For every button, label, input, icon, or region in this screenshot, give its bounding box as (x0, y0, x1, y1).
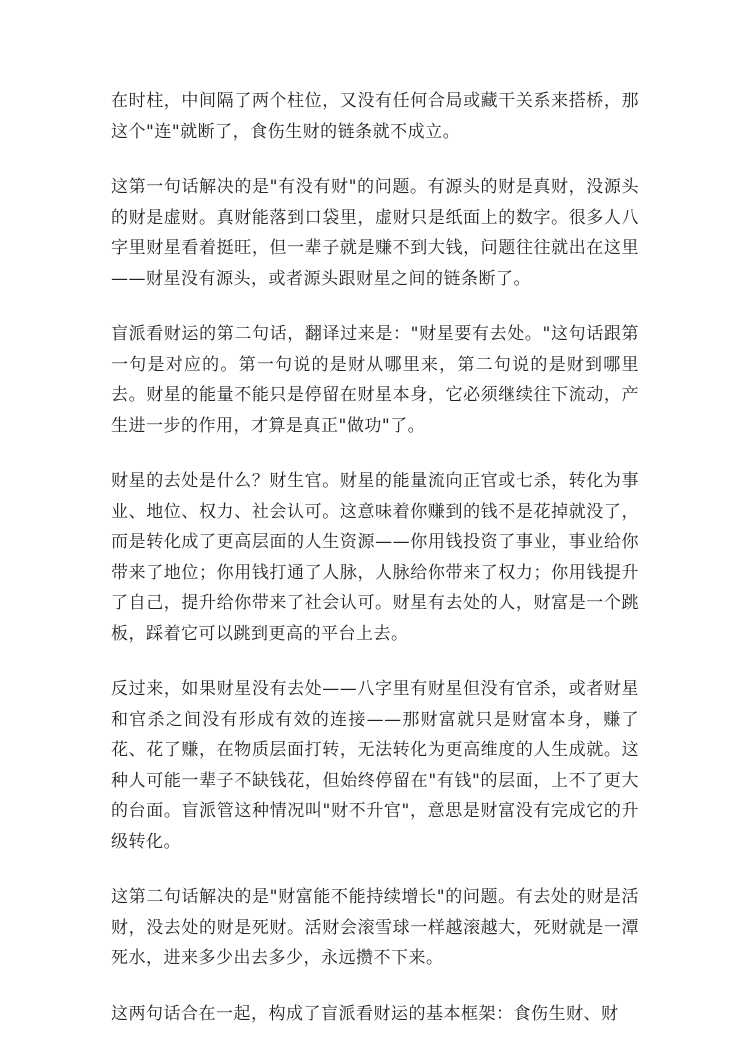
paragraph-3: 盲派看财运的第二句话，翻译过来是："财星要有去处。"这句话跟第一句是对应的。第一句说的是财从哪里来，第二句说的是财到哪里去。财星的能量不能只是停留在财星本身，它必须继续往下流动，产生进一步的作用，才算是真正"做功"了。 (111, 324, 639, 436)
paragraph-1: 在时柱，中间隔了两个柱位，又没有任何合局或藏干关系来搭桥，那这个"连"就断了，食伤生财的链条就不成立。 (111, 91, 639, 142)
article-body (111, 86, 639, 1054)
paragraph-6: 这第二句话解决的是"财富能不能持续增长"的问题。有去处的财是活财，没去处的财是死财。活财会滚雪球一样越滚越大，死财就是一潭死水，进来多少出去多少，永远攒不下来。 (111, 887, 639, 968)
paragraph-4: 财星的去处是什么？财生官。财星的能量流向正官或七杀，转化为事业、地位、权力、社会认可。这意味着你赚到的钱不是花掉就没了，而是转化成了更高层面的人生资源——你用钱投资了事业，事业给你带来了地位；你用钱打通了人脉，人脉给你带来了权力；你用钱提升了自己，提升给你带来了社会认可。财星有去处的人，财富是一个跳板，踩着它可以跳到更高的平台上去。 (111, 471, 639, 644)
paragraph-7: 这两句话合在一起，构成了盲派看财运的基本框架：食伤生财、财 (111, 1003, 619, 1024)
paragraph-2: 这第一句话解决的是"有没有财"的问题。有源头的财是真财，没源头的财是虚财。真财能落到口袋里，虚财只是纸面上的数字。很多人八字里财星看着挺旺，但一辈子就是赚不到大钱，问题往往就出在这里——财星没有源头，或者源头跟财星之间的链条断了。 (111, 177, 639, 289)
paragraph-5: 反过来，如果财星没有去处——八字里有财星但没有官杀，或者财星和官杀之间没有形成有效的连接——那财富就只是财富本身，赚了花、花了赚，在物质层面打转，无法转化为更高维度的人生成就。这种人可能一辈子不缺钱花，但始终停留在"有钱"的层面，上不了更大的台面。盲派管这种情况叫"财不升官"，意思是财富没有完成它的升级转化。 (111, 679, 639, 852)
